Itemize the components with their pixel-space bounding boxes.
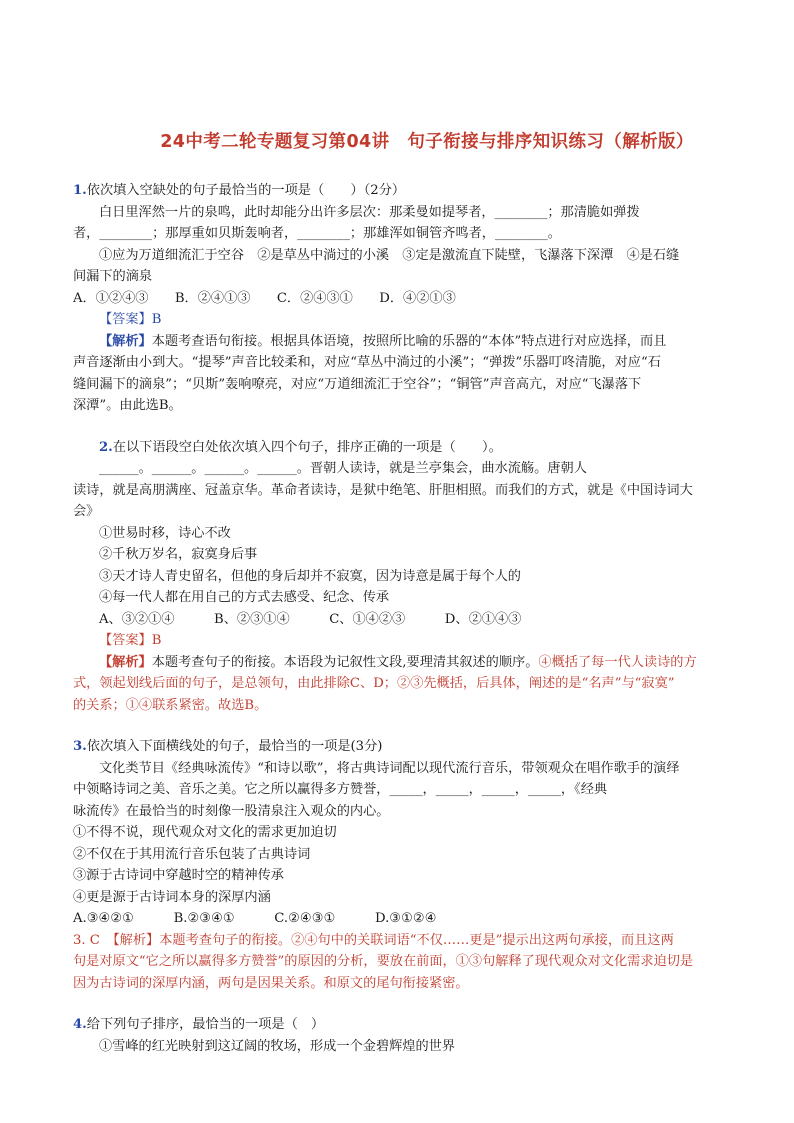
page-title: 24中考二轮专题复习第04讲 句子衔接与排序知识练习（解析版） <box>160 132 694 152</box>
question-3-passage-line: 文化类节目《经典咏流传》“和诗以歌”，将古典诗词配以现代流行音乐，带领观众在唱作歌手的演绎 <box>99 760 680 776</box>
question-3-analysis-line: 句是对原文“它之所以赢得多方赞誉”的原因的分析，要放在前面，①③句解释了现代观众对文化需求迫切是 <box>73 954 694 969</box>
question-2-analysis-line: 式，领起划线后面的句子，是总领句，由此排除C、D；②③先概括，后具体，阐述的是“名声”与“寂寞” <box>73 676 675 691</box>
question-3-passage-line: 中领略诗词之美、音乐之美。它之所以赢得多方赞誉，_____，_____，_____，_____，《经典 <box>73 782 608 797</box>
question-3-sentence: ②不仅在于其用流行音乐包装了古典诗词 <box>73 846 311 862</box>
analysis-label: 【解析】 <box>99 654 152 670</box>
question-1-stem <box>73 180 725 202</box>
question-2-sentence: ③天才诗人青史留名，但他的身后却并不寂寞，因为诗意是属于每个人的 <box>99 568 521 584</box>
question-1-passage-line: 白日里浑然一片的泉鸣，此时却能分出许多层次：那柔曼如提琴者，________；那清脆如弹拨 <box>99 204 640 220</box>
question-3-analysis-line: 因为古诗词的深厚内涵，两句是因果关系。和原文的尾句衔接紧密。 <box>73 975 469 991</box>
question-3-analysis-line <box>73 930 725 952</box>
question-1-sentence-line: 间漏下的滴泉 <box>73 269 153 284</box>
question-4-number: 4. <box>73 1017 87 1032</box>
spacer <box>73 417 725 437</box>
question-2-sentence: ①世易时移，诗心不改 <box>99 525 231 541</box>
question-1-analysis-line: 声音逐渐由小到大。“提琴”声音比较柔和，对应“草丛中淌过的小溪”；“弹拨”乐器叮咚清脆，对应“石 <box>73 355 661 370</box>
question-3-options: A.③④②① B.②③④① C.②④③① D.③①②④ <box>73 911 437 926</box>
question-3 <box>73 736 725 994</box>
question-2-analysis-line: 的关系；①④联系紧密。故选B。 <box>73 697 268 713</box>
question-2-passage-line: 读诗，就是高朋满座、冠盖京华。革命者读诗，是狱中绝笔、肝胆相照。而我们的方式，就是《中国诗词大 <box>73 482 693 498</box>
spacer <box>73 716 725 736</box>
question-1-answer: 【答案】B <box>99 312 162 327</box>
question-2-stem-text: 在以下语段空白处依次填入四个句子，排序正确的一项是（ ）。 <box>112 439 502 455</box>
question-2-passage-line: 会》 <box>73 504 100 519</box>
question-2-number: 2. <box>99 439 113 455</box>
question-1-analysis-line: 深潭”。由此选B。 <box>73 398 182 413</box>
question-1-options: A．①②④③ B．②④①③ C．②④③① D．④②①③ <box>73 290 456 306</box>
question-2-sentence: ④每一代人都在用自己的方式去感受、纪念、传承 <box>99 590 390 605</box>
question-2-passage-line: ______。______。______。______。晋朝人读诗，就是兰亭集会，曲水流觞。唐朝人 <box>99 461 587 476</box>
question-2-answer: 【答案】B <box>99 633 162 648</box>
analysis-highlight: ④概括了每一代人读诗的方 <box>538 654 697 670</box>
spacer <box>73 994 725 1014</box>
analysis-label: 【解析】 <box>99 333 152 349</box>
question-4-sentence: ①雪峰的红光映射到这辽阔的牧场，形成一个金碧辉煌的世界 <box>99 1038 456 1054</box>
question-2-stem <box>73 437 725 459</box>
question-3-stem <box>73 736 725 758</box>
analysis-text: 本题考查句子的衔接。本语段为记叙性文段,要理清其叙述的顺序。 <box>151 654 539 670</box>
question-1-sentence-line: ①应为万道细流汇于空谷 ②是草丛中淌过的小溪 ③定是激流直下陡壁，飞瀑落下深潭 ④是石缝 <box>99 247 680 263</box>
question-2 <box>73 437 725 717</box>
question-1 <box>73 180 725 417</box>
question-3-sentence: ④更是源于古诗词本身的深厚内涵 <box>73 889 271 905</box>
question-3-number: 3. <box>73 739 87 754</box>
question-2-sentence: ②千秋万岁名，寂寞身后事 <box>99 547 258 562</box>
analysis-text: 本题考查语句衔接。根据具体语境，按照所比喻的乐器的“本体”特点进行对应选择，而且 <box>151 333 667 349</box>
question-2-analysis-line <box>73 652 725 674</box>
analysis-text: 本题考查句子的衔接。②④句中的关联词语“不仅……更是”提示出这两句承接，而且这两 <box>159 932 674 948</box>
question-1-passage-line: 者，________；那厚重如贝斯轰响者，________；那雄浑如铜管齐鸣者，________。 <box>73 226 561 241</box>
question-4 <box>73 1014 725 1057</box>
document-body <box>73 180 725 1057</box>
question-1-stem-text: 依次填入空缺处的句子最恰当的一项是（ ）（2分） <box>86 183 406 198</box>
question-3-passage-line: 咏流传》在最恰当的时刻像一股清泉注入观众的内心。 <box>73 803 390 819</box>
question-1-analysis-line: 缝间漏下的滴泉”；“贝斯”轰响嘹亮，对应“万道细流汇于空谷”；“铜管”声音高亢，对应“飞瀑落下 <box>73 376 642 392</box>
question-1-analysis-line <box>73 331 725 353</box>
question-1-number: 1. <box>73 183 87 198</box>
question-4-stem <box>73 1014 725 1036</box>
question-2-options: A、③②①④ B、②③①④ C、①④②③ D、②①④③ <box>99 611 522 627</box>
question-3-stem-text: 依次填入下面横线处的句子，最恰当的一项是(3分) <box>86 739 383 754</box>
question-3-answer: 3. C 【解析】 <box>73 932 160 948</box>
question-3-sentence: ①不得不说，现代观众对文化的需求更加迫切 <box>73 825 337 840</box>
question-3-sentence: ③源于古诗词中穿越时空的精神传承 <box>73 868 284 883</box>
question-4-stem-text: 给下列句子排序，最恰当的一项是（ ） <box>86 1017 325 1032</box>
